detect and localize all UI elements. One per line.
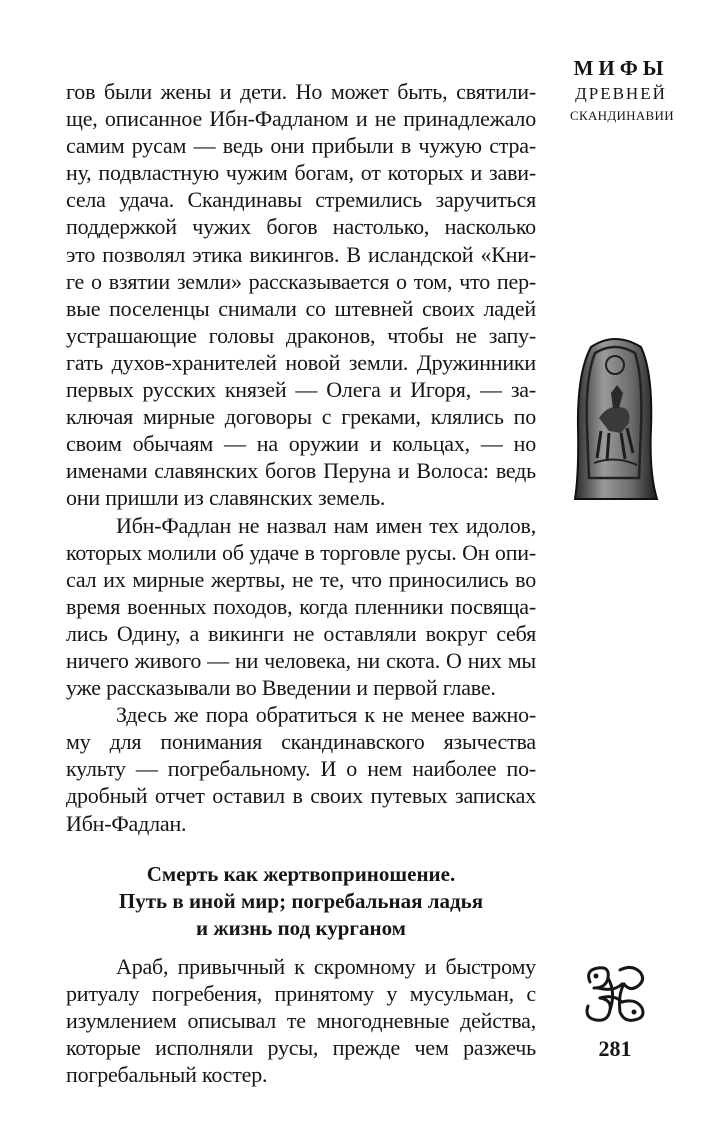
paragraph-4 — [66, 953, 536, 1088]
page-number: 281 — [598, 1036, 632, 1061]
paragraph-1 — [66, 78, 536, 512]
text-line: они пришли из славянских земель. — [66, 485, 386, 511]
paragraph-2 — [66, 512, 536, 702]
text-line: Ибн-Фадлан. — [66, 810, 187, 836]
section-heading-line: Смерть как жертвоприношение. — [146, 861, 456, 886]
text-line: гать духов-хранителей новой земли. Дружинники — [66, 349, 536, 375]
text-line: культу — погребальному. И о нем наиболее по- — [66, 756, 536, 782]
text-line: сал их мирные жертвы, не те, что приносились во — [66, 566, 536, 592]
running-head — [570, 54, 672, 126]
section-heading-line: и жизнь под курганом — [196, 915, 406, 940]
text-line: Ибн-Фадлан не назвал нам имен тех идолов, — [116, 512, 536, 538]
text-line: погребальный костер. — [66, 1062, 268, 1087]
text-line: села удача. Скандинавы стремились заручиться — [66, 187, 536, 213]
text-line: лись Одину, а викинги не оставляли вокруг себя — [66, 620, 536, 646]
main-text-column — [66, 78, 536, 1088]
text-line: это позволял этика викингов. В исландской «Кни- — [66, 241, 536, 267]
norse-knotwork-beast-icon — [580, 962, 650, 1024]
text-line: первых русских князей — Олега и Игоря, — за- — [66, 377, 536, 403]
text-line: поддержкой чужих богов настолько, насколько — [66, 214, 536, 240]
text-line: дробный отчет оставил в своих путевых записках — [66, 783, 536, 809]
text-line: изумлением описывал те многодневные действа, — [66, 1007, 536, 1033]
text-line: которые исполняли русы, прежде чем разжечь — [66, 1034, 536, 1060]
text-line: ритуалу погребения, принятому у мусульман, с — [66, 980, 536, 1006]
text-line: Араб, привычный к скромному и быстрому — [116, 953, 536, 979]
paragraph-3 — [66, 701, 536, 836]
text-line: именами славянских богов Перуна и Волоса: ведь — [66, 458, 536, 484]
section-heading — [66, 861, 536, 942]
text-line: устрашающие головы драконов, чтобы не запу- — [66, 322, 536, 348]
text-line: самим русам — ведь они прибыли в чужую стра- — [66, 133, 536, 159]
text-line: своим обычаям — на оружии и кольцах, — но — [66, 431, 536, 457]
text-line: ключая мирные договоры с греками, клялись по — [66, 404, 536, 430]
text-line: Здесь же пора обратиться к не менее важно- — [116, 702, 536, 728]
text-line: которых молили об удаче в торговле русы. Он опи- — [66, 539, 536, 565]
running-head-subtitle-1: ДРЕВНЕЙ — [575, 84, 667, 103]
text-line: ще, описанное Ибн-Фадланом и не принадлежало — [66, 106, 536, 132]
section-heading-line: Путь в иной мир; погребальная ладья — [118, 888, 484, 913]
running-head-subtitle-2: СКАНДИНАВИИ — [570, 108, 674, 123]
text-line: вые поселенцы снимали со штевней своих ладей — [66, 295, 536, 321]
text-line: му для понимания скандинавского язычества — [66, 729, 536, 755]
text-line: уже рассказывали во Введении и первой главе. — [66, 675, 496, 701]
text-line: ну, подвластную чужим богам, от которых и зави- — [66, 160, 536, 186]
text-line: ге о взятии земли» рассказывается о том, что пер- — [66, 268, 536, 294]
text-line: гов были жены и дети. Но может быть, святили- — [66, 79, 536, 104]
text-line: время военных походов, когда пленники посвяща- — [66, 593, 536, 619]
running-head-title: МИФЫ — [573, 56, 669, 80]
runestone-with-rider-icon — [569, 333, 661, 503]
text-line: ничего живого — ни человека, ни скота. О них мы — [66, 647, 536, 673]
